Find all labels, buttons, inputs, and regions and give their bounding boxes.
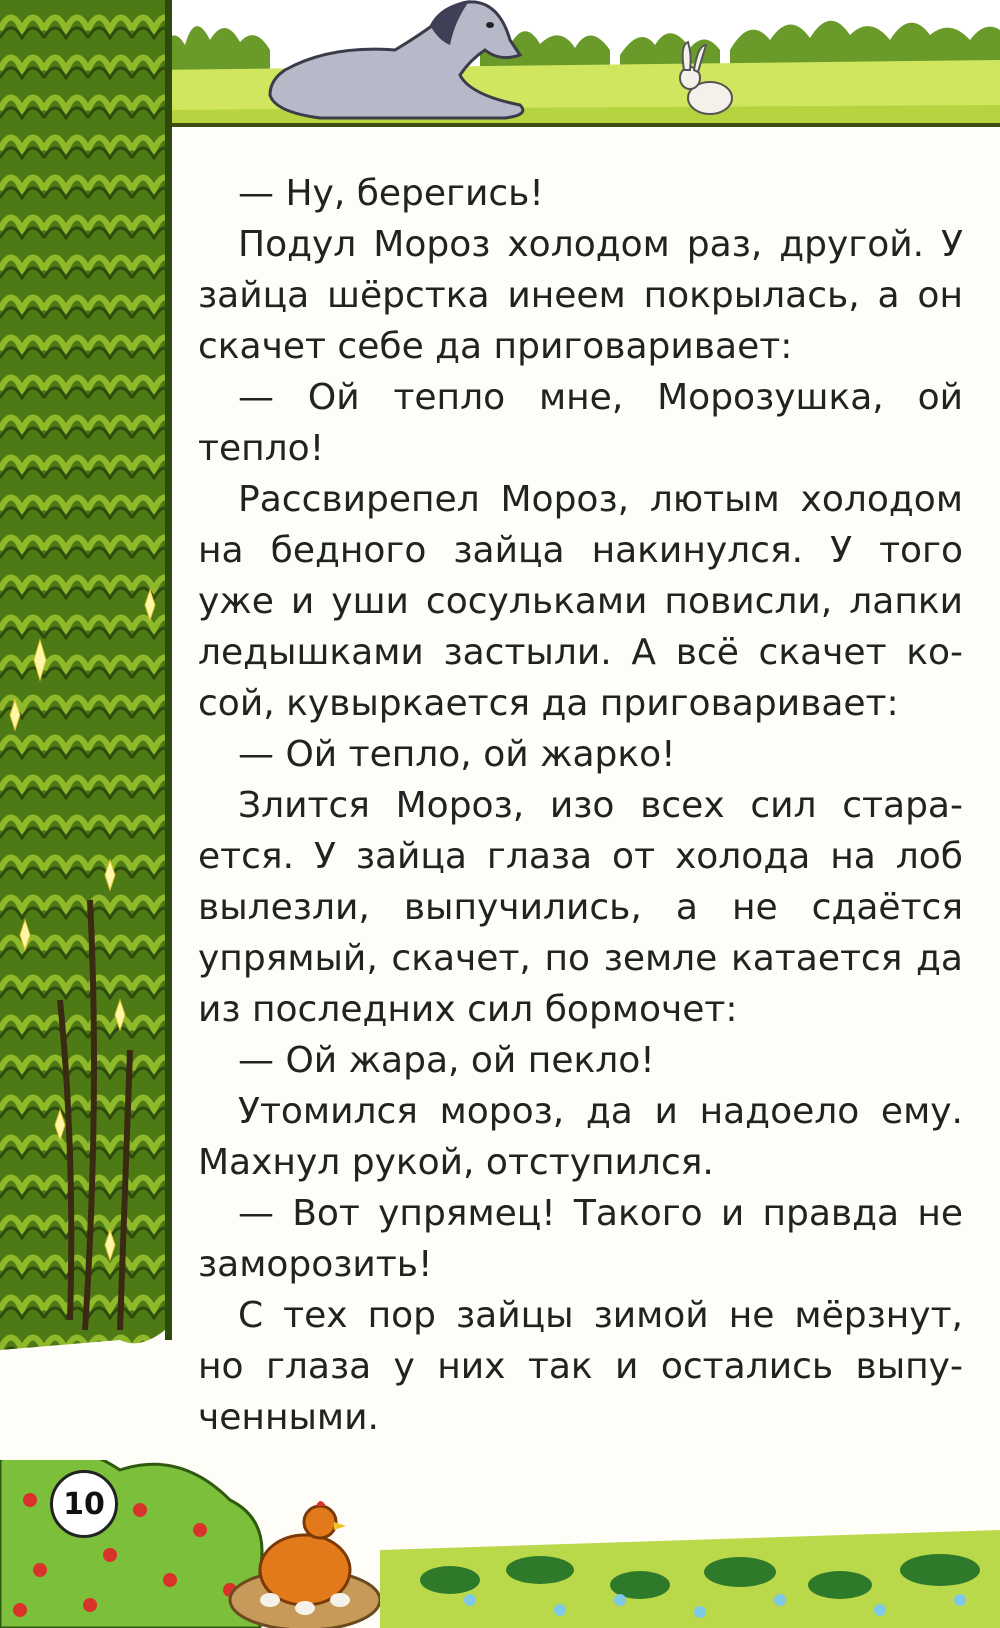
paragraph: Рассвирепел Мороз, лютым холодом на бедного зайца накинулся. У того уже и уши сосульками повисли, лапки ледышками застыли. А всё скачет косой, кувыркается да приговаривает: [198,479,963,724]
paragraph: Злится Мороз, изо всех сил старается. У зайца глаза от холода на лоб вылезли, выпучились, а не сдаётся упрямый, скачет, по земле катается да из последних сил бормочет: [198,785,963,1030]
tree-illustration [0,0,215,1628]
bottom-illustration [0,1460,1000,1628]
story-text [198,168,963,1443]
paragraph: — Ой тепло мне, Морозушка, ой тепло! [198,377,963,469]
paragraph: Подул Мороз холодом раз, другой. У зайца шёрстка инеем покрылась, а он скачет себе да приговаривает: [198,224,963,367]
page-number: 10 [50,1470,118,1538]
paragraph: С тех пор зайцы зимой не мёрзнут, но глаза у них так и остались выпученными. [198,1295,963,1438]
paragraph: — Ой тепло, ой жарко! [238,734,676,775]
paragraph: — Ой жара, ой пекло! [238,1040,655,1081]
paragraph: — Ну, берегись! [238,173,544,214]
paragraph: — Вот упрямец! Такого и правда не заморозить! [198,1193,963,1285]
paragraph: Утомился мороз, да и надоело ему. Махнул рукой, отступился. [198,1091,963,1183]
